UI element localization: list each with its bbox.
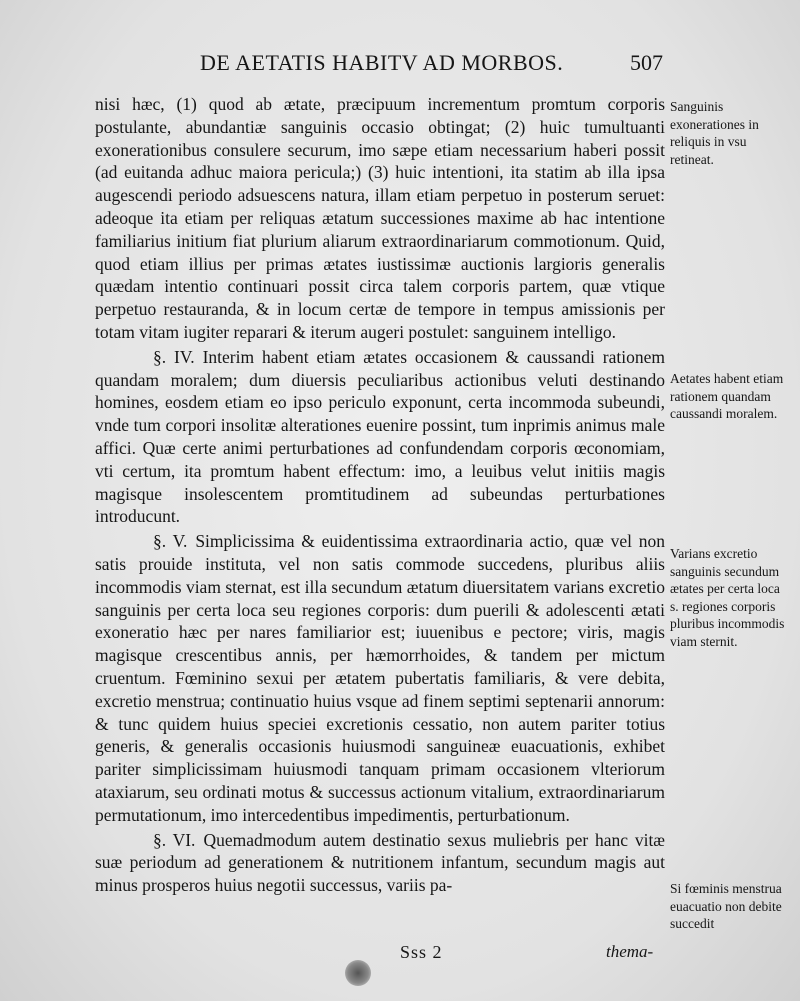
- margin-note-4: Si fœminis menstrua euacuatio non debite succedit: [670, 881, 782, 931]
- continuation-paragraph: nisi hæc, (1) quod ab ætate, præcipuum incrementum promtum corporis postulante, abundantiæ sanguinis occasio obtingat; (2) huic tumultuanti exonerationibus consulere securum, imo sæpe etiam necessarium haberi possit (ad euitanda adhuc maiora pericula;) (3) huic intentioni, ita statim ab illa ipsa augescendi periodo adsuescens natura, illam etiam perpetuo in posterum seruet: adeoque ita etiam per reliquas ætatum successiones maxime ab hac intentione familiarius initium fiat plurium aliarum extraordinariarum commotionum. Quid, quod etiam illius per primas ætates iustissimæ auctionis largioris generalis quædam intentio continuari possit circa talem corporis partem, quæ vtique perpetuo restauranda, & in locum certæ de tempore in tempus amissionis per totam vitam iugiter reparari & iterum augeri postulet: sanguinem intelligo.: [95, 94, 665, 342]
- margin-note-3: Varians excretio sanguinis secundum ætates per certa loca s. regiones corporis pluribus incommodis viam sternit.: [670, 546, 785, 649]
- section-6-number: §. VI.: [153, 829, 196, 850]
- running-title: DE AETATIS HABITV AD MORBOS.: [200, 50, 564, 75]
- section-5-paragraph: [95, 530, 665, 826]
- section-5-text: Simplicissima & euidentissima extraordinaria actio, quæ vel non satis prouide instituta, vel non satis commode succedens, pluribus aliis incommodis viam sternat, est illa secundum ætatum diuersitatem varians excretio sanguinis per certa loca seu regiones corporis: dum puerili & adolescenti ætati exoneratio hæc per nares familiarior est; iuuenibus e pectore; viris, magis magisque crescentibus annis, per hæmorrhoides, & tandem per mictum cruentum. Fœminino sexui per ætatem pubertatis familiaris, & vere debita, excretio menstrua; continuatio huius vsque ad finem septimi septenarii annorum: & tunc quidem huius speciei excretionis cessatio, non autem pariter totius generis, & generalis occasionis huiusmodi sanguineæ euacuationis, exhibet pariter simplicissimam huiusmodi tanquam primam occasionem vlteriorum ataxiarum, seu ordinati motus & successus actionum vitalium, extraordinariarum permutationum, imo intercedentibus impedimentis, perturbationum.: [95, 531, 665, 825]
- section-4-text: Interim habent etiam ætates occasionem & caussandi rationem quandam moralem; dum diuersis peculiaribus actionibus veluti destinando homines, eosdem etiam eo ipso periculo exponunt, certa incommoda subeundi, vnde tum corpori insolitæ alterationes euenire possint, tum inprimis animus male affici. Quæ certe animi perturbationes ad confundendam corporis œconomiam, vti certum, ita promtum habent effectum: imo, a leuibus velut initiis magis magisque insolescentem promtitudinem ad subeundas perturbationes introducunt.: [95, 346, 665, 527]
- signature-mark: Sss 2: [400, 942, 443, 962]
- margin-note-1: Sanguinis exonerationes in reliquis in vsu retineat.: [670, 99, 759, 167]
- section-4-number: §. IV.: [153, 346, 195, 367]
- section-6-text: Quemadmodum autem destinatio sexus muliebris per hanc vitæ suæ periodum ad generationem & nutritionem infantum, secundum magis aut minus prosperos huius negotii successus, variis pa-: [95, 829, 665, 896]
- body-text: [95, 93, 665, 897]
- ink-smudge: [345, 960, 371, 986]
- margin-note-2: Aetates habent etiam rationem quandam caussandi moralem.: [670, 371, 784, 421]
- page-number: 507: [630, 50, 663, 75]
- catchword: thema-: [606, 942, 654, 961]
- section-5-number: §. V.: [153, 531, 188, 552]
- section-6-paragraph: [95, 829, 665, 897]
- section-4-paragraph: [95, 346, 665, 528]
